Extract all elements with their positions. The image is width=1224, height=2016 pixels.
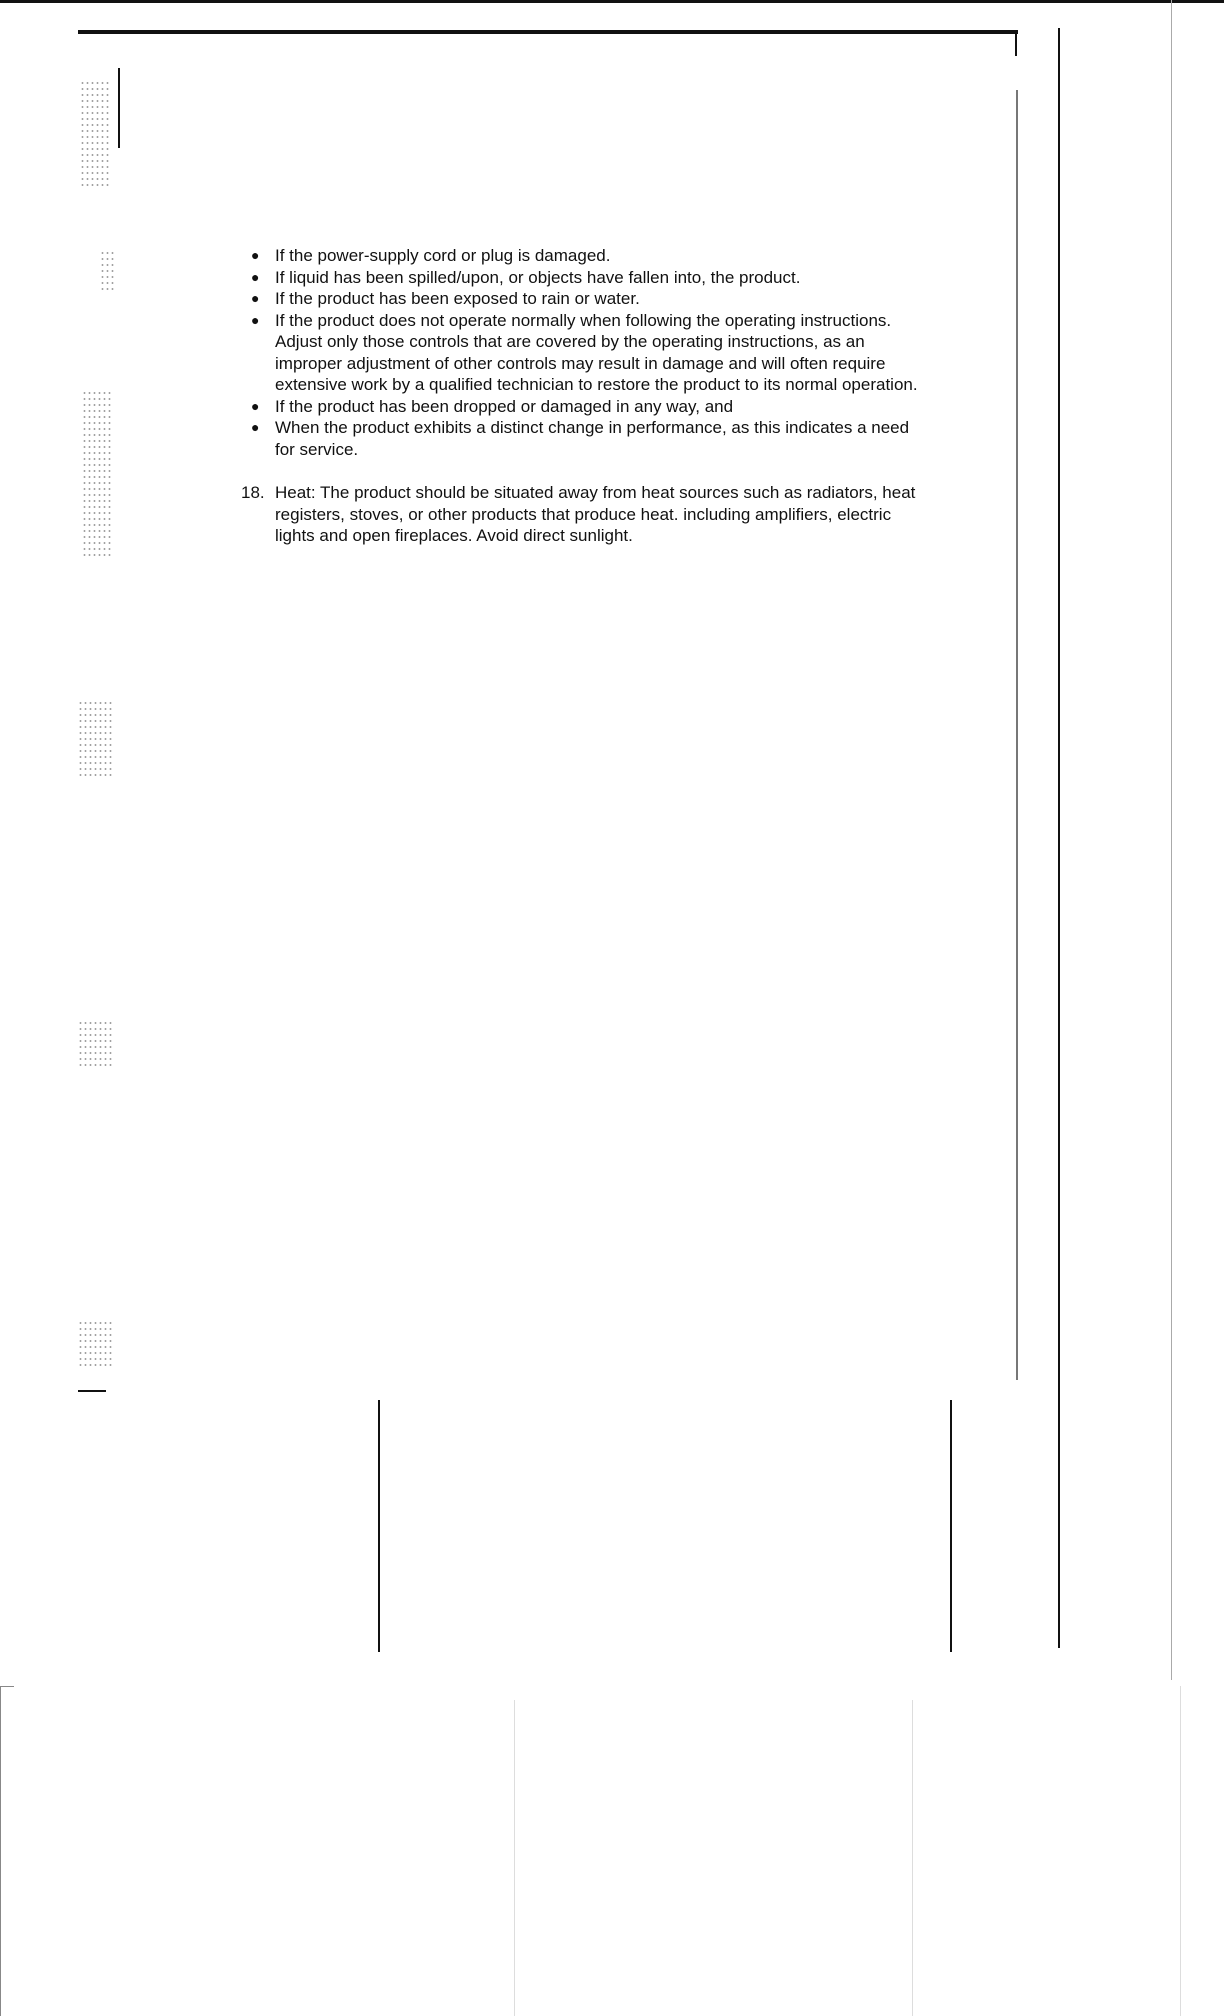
bottom-corner-mark	[0, 1686, 14, 1687]
far-right-border	[1171, 0, 1172, 1680]
scan-speckle	[78, 700, 114, 780]
scan-speckle	[100, 250, 114, 290]
bullet-icon: ●	[251, 397, 260, 414]
list-item: ● If the product does not operate normally when following the operating instructions. Adjust only those controls that are covered by the operating instructions, as an improper adjustment of other controls may result in damage and will often require extensive work by a qualified technician to restore the product to its normal operation.	[251, 310, 918, 394]
bullet-icon: ●	[251, 311, 260, 328]
scan-speckle	[78, 1020, 114, 1070]
top-rule	[78, 30, 1018, 34]
page-top-border	[0, 0, 1224, 3]
list-item: ● If liquid has been spilled/upon, or objects have fallen into, the product.	[251, 267, 801, 287]
scan-speckle	[82, 390, 112, 560]
outer-right-border	[1058, 28, 1060, 1648]
left-bottom-mark	[78, 1390, 106, 1392]
box-right-border	[1016, 90, 1018, 1380]
scan-speckle	[80, 80, 110, 190]
safety-instructions	[243, 245, 933, 547]
bottom-far-border	[1180, 1686, 1181, 2016]
service-conditions-list	[243, 245, 933, 460]
left-margin-bar	[118, 68, 120, 148]
bottom-left-border	[0, 1686, 1, 2016]
bullet-icon: ●	[251, 268, 260, 285]
item-number: 18.	[241, 483, 265, 502]
heat-instruction	[243, 482, 933, 547]
bottom-mid-divider	[514, 1700, 515, 2016]
item-text: Heat: The product should be situated away from heat sources such as radiators, heat registers, stoves, or other products that produce heat. including amplifiers, electric lights and open fireplaces. Avoid direct sunlight.	[275, 483, 916, 545]
top-rule-hook	[1015, 30, 1017, 56]
bullet-icon: ●	[251, 419, 260, 435]
list-item: ● If the product has been exposed to rain or water.	[251, 289, 640, 308]
lower-left-divider	[378, 1400, 380, 1652]
bullet-icon: ●	[251, 290, 260, 306]
lower-right-divider	[950, 1400, 952, 1652]
list-item: ● If the power-supply cord or plug is damaged.	[251, 246, 611, 265]
bullet-icon: ●	[251, 247, 260, 263]
bottom-right-divider	[912, 1700, 913, 2016]
scan-speckle	[78, 1320, 114, 1370]
list-item: ● If the product has been dropped or damaged in any way, and	[251, 396, 734, 416]
list-item: ● When the product exhibits a distinct change in performance, as this indicates a need for service.	[251, 418, 910, 459]
